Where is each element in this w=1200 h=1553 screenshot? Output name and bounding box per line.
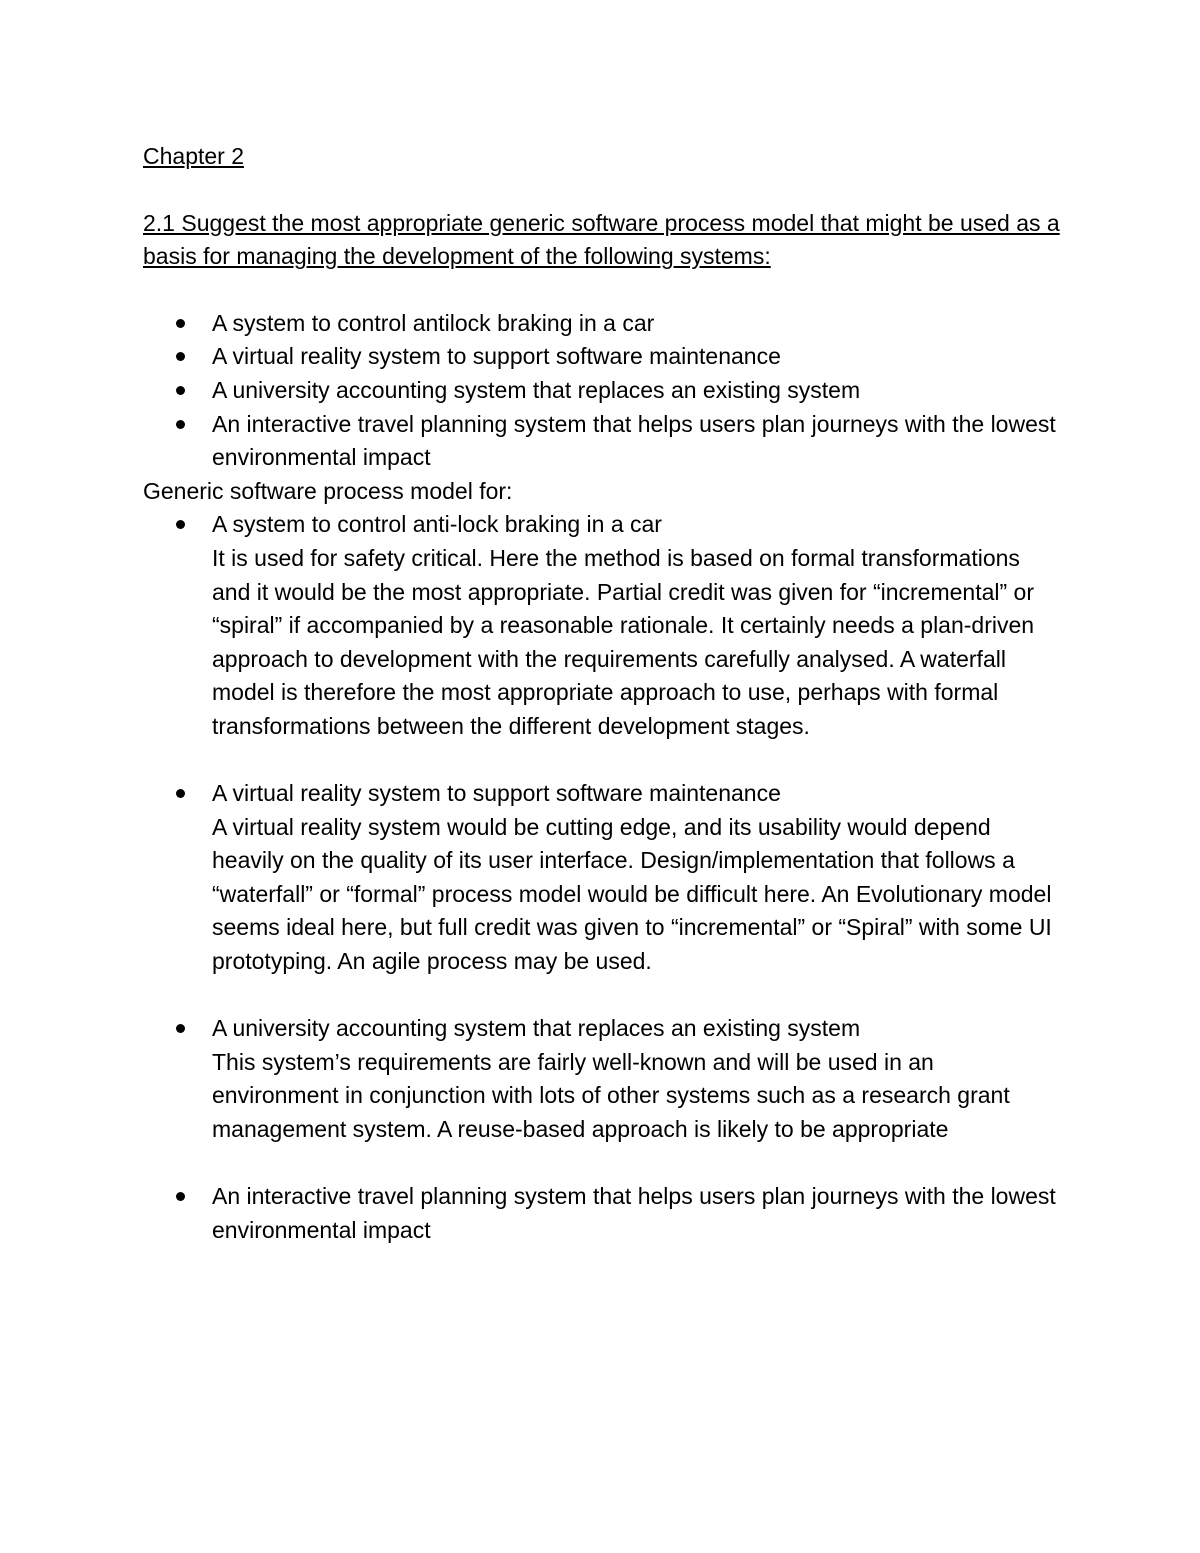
question-list (143, 307, 1063, 475)
answers-intro: Generic software process model for: (143, 477, 513, 504)
answer-item (143, 1180, 1063, 1247)
document-page (143, 140, 1063, 1247)
answer-body: This system’s requirements are fairly well-known and will be used in an environment in conjunction with lots of other systems such as a research grant management system. A reuse-based approach is likely to be appropriate (212, 1048, 1010, 1143)
answer-item (143, 508, 1063, 743)
chapter-title: Chapter 2 (143, 143, 245, 169)
answer-title: A system to control anti-lock braking in a car (212, 511, 662, 538)
question-item: A system to control antilock braking in a car (143, 307, 1063, 341)
question-item: An interactive travel planning system that helps users plan journeys with the lowest environmental impact (143, 408, 1063, 475)
answer-title: A virtual reality system to support software maintenance (212, 780, 781, 807)
answer-item (143, 777, 1063, 979)
answer-title: A university accounting system that replaces an existing system (212, 1015, 861, 1042)
question-item: A university accounting system that replaces an existing system (143, 374, 1063, 408)
question-heading: 2.1 Suggest the most appropriate generic software process model that might be used as a basis for managing the development of the following systems: (143, 209, 1060, 270)
answer-item (143, 1012, 1063, 1146)
answer-body: A virtual reality system would be cutting edge, and its usability would depend heavily on the quality of its user interface. Design/implementation that follows a “waterfall” or “formal” process model would be difficult here. An Evolutionary model seems ideal here, but full credit was given to “incremental” or “Spiral” with some UI prototyping. An agile process may be used. (212, 813, 1052, 975)
question-item: A virtual reality system to support software maintenance (143, 340, 1063, 374)
answer-list (143, 508, 1063, 1247)
answer-body: It is used for safety critical. Here the method is based on formal transformations and it would be the most appropriate. Partial credit was given for “incremental” or “spiral” if accompanied by a reasonable rationale. It certainly needs a plan-driven approach to development with the requirements carefully analysed. A waterfall model is therefore the most appropriate approach to use, perhaps with formal transformations between the different development stages. (212, 544, 1035, 739)
answer-title: An interactive travel planning system that helps users plan journeys with the lowest environmental impact (212, 1183, 1056, 1243)
